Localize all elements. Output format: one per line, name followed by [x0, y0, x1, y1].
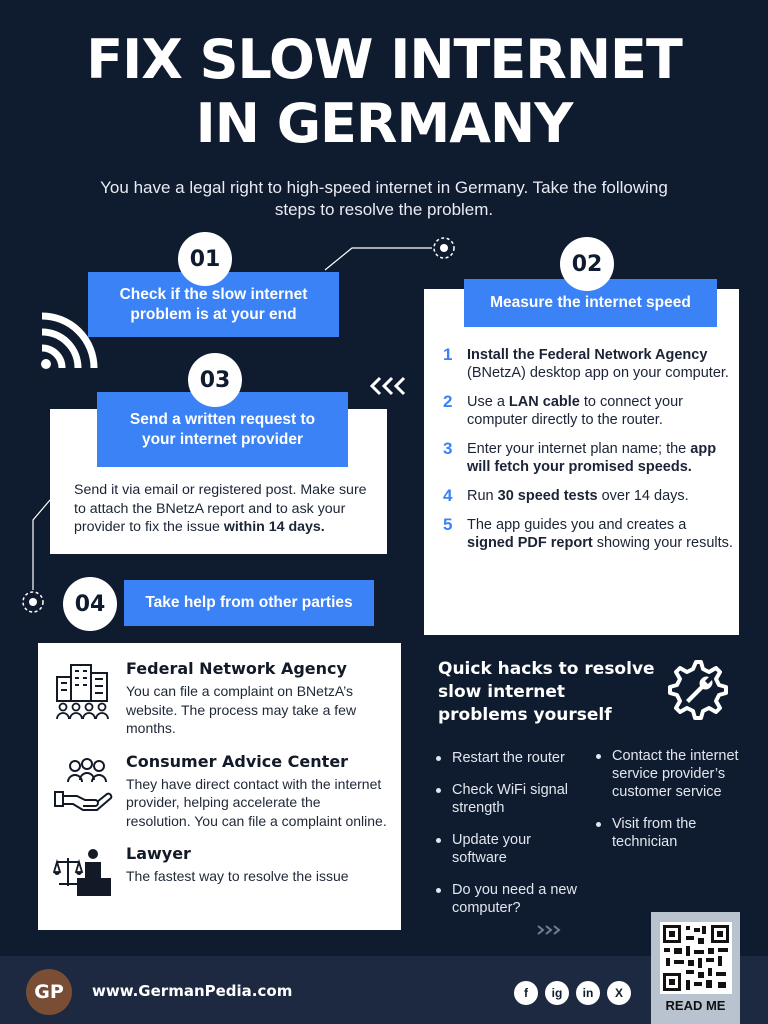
- list-item: Check WiFi signal strength: [436, 781, 586, 817]
- step-04-number: 04: [63, 577, 117, 631]
- website-link[interactable]: www.GermanPedia.com: [92, 982, 293, 1000]
- step-02-item: 2 Use a LAN cable to connect your computer directly to the router.: [443, 392, 684, 428]
- chevron-right-icon: [536, 924, 562, 936]
- qr-panel[interactable]: [651, 912, 740, 1024]
- lawyer-scales-icon: [52, 844, 114, 898]
- list-item: Do you need a new computer?: [436, 881, 586, 917]
- party-lawyer: Lawyer The fastest way to resolve the issue: [52, 844, 387, 898]
- facebook-icon[interactable]: f: [514, 981, 538, 1005]
- x-icon[interactable]: X: [607, 981, 631, 1005]
- step-03-number: 03: [188, 353, 242, 407]
- people-hand-icon: [52, 752, 114, 831]
- step-02-item: 4 Run 30 speed tests over 14 days.: [443, 486, 689, 505]
- step-02-item: 5 The app guides you and creates a signed PDF report showing your results.: [443, 515, 733, 551]
- step-04-card: [38, 643, 401, 930]
- title-line-1: FIX SLOW INTERNET: [86, 28, 682, 91]
- step-02-item: 3 Enter your internet plan name; the app will fetch your promised speeds.: [443, 439, 717, 475]
- social-links: [514, 981, 631, 1005]
- step-03-body: Send it via email or registered post. Make sure to attach the BNetzA report and to ask your provider to fix the issue within 14 days.: [74, 482, 367, 535]
- step-02-number: 02: [560, 237, 614, 291]
- qr-code-icon: [660, 922, 732, 994]
- list-item: Update your software: [436, 831, 586, 867]
- step-02-item: 1 Install the Federal Network Agency (BNetzA) desktop app on your computer.: [443, 345, 729, 381]
- hacks-title: Quick hacks to resolve slow internet problems yourself: [438, 659, 655, 725]
- intro-text: You have a legal right to high-speed internet in Germany. Take the following steps to resolve the problem.: [100, 178, 668, 219]
- hacks-list-2: [596, 747, 746, 865]
- linkedin-icon[interactable]: in: [576, 981, 600, 1005]
- step-01-number: 01: [178, 232, 232, 286]
- building-icon: [52, 659, 114, 738]
- party-federal-network-agency: Federal Network Agency You can file a complaint on BNetzA’s website. The process may take a few months.: [52, 659, 387, 738]
- gear-wrench-icon: [664, 658, 728, 722]
- chevron-left-icon: [370, 376, 414, 396]
- qr-label: READ ME: [665, 998, 726, 1013]
- step-02-label: Measure the internet speed: [464, 279, 717, 327]
- step-02-list: [443, 346, 733, 563]
- title-line-2: IN GERMANY: [195, 92, 573, 155]
- hacks-list-1: [436, 749, 586, 931]
- list-item: Restart the router: [436, 749, 586, 767]
- step-04-label: Take help from other parties: [124, 580, 374, 626]
- step-03-label: Send a written request to your internet provider: [97, 392, 348, 467]
- logo: GP: [26, 969, 72, 1015]
- step-01-label: Check if the slow internet problem is at your end: [88, 272, 339, 337]
- instagram-icon[interactable]: ig: [545, 981, 569, 1005]
- list-item: Visit from the technician: [596, 815, 746, 851]
- party-consumer-advice-center: Consumer Advice Center They have direct contact with the internet provider, helping accelerate the resolution. You can file a complaint online.: [52, 752, 387, 831]
- list-item: Contact the internet service provider’s customer service: [596, 747, 746, 801]
